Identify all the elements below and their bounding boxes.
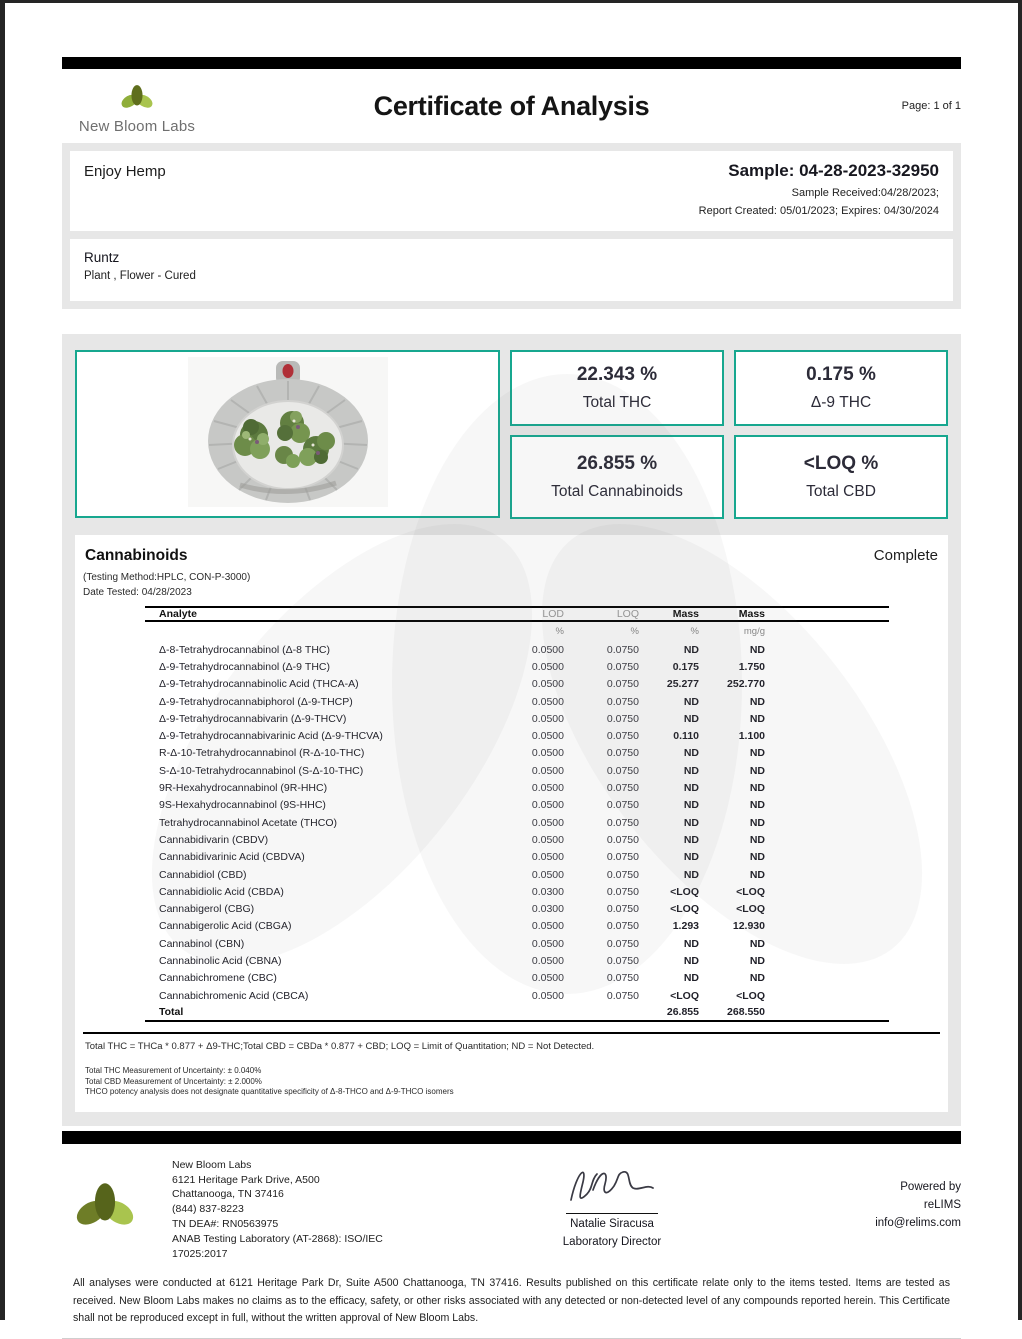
mass-mg-value: ND — [749, 816, 765, 829]
mass-percent-value: <LOQ — [670, 903, 699, 916]
analyte-name: Δ-9-Tetrahydrocannabiphorol (Δ-9-THCP) — [159, 695, 353, 708]
mass-mg-value: 1.750 — [738, 660, 765, 673]
unit-loq: % — [630, 626, 639, 637]
analyte-name: Cannabinol (CBN) — [159, 937, 245, 950]
unit-mass-mg: mg/g — [743, 626, 765, 637]
sample-photo-frame — [75, 350, 500, 518]
table-row — [145, 918, 889, 935]
report-header — [62, 69, 961, 143]
cannabinoids-title: Cannabinoids — [85, 547, 188, 564]
lab-brand-name: New Bloom Labs — [78, 118, 196, 135]
table-row — [145, 762, 889, 779]
status-complete: Complete — [873, 547, 938, 564]
analyte-name: Cannabidivarin (CBDV) — [159, 833, 269, 846]
signer-name: Natalie Siracusa — [570, 1217, 654, 1230]
loq-value: 0.0750 — [606, 764, 639, 777]
mass-percent-value: ND — [683, 851, 699, 864]
mass-mg-value: ND — [749, 972, 765, 985]
loq-value: 0.0750 — [606, 972, 639, 985]
lod-value: 0.0300 — [531, 903, 564, 916]
lod-value: 0.0500 — [531, 989, 564, 1002]
total-cbd-label: Total CBD — [806, 483, 876, 500]
mass-percent-value: ND — [683, 712, 699, 725]
analyte-name: Cannabinolic Acid (CBNA) — [159, 954, 282, 967]
mass-percent-value: 0.110 — [673, 730, 699, 743]
table-header-row — [145, 606, 889, 622]
lod-value: 0.0500 — [531, 747, 564, 760]
analyte-name: Cannabigerolic Acid (CBGA) — [159, 920, 292, 933]
date-tested: Date Tested: 04/28/2023 — [83, 587, 192, 598]
total-cannabinoids-box — [510, 435, 724, 519]
table-row — [145, 693, 889, 710]
lod-value: 0.0500 — [531, 660, 564, 673]
loq-value: 0.0750 — [606, 730, 639, 743]
col-mass-mg: Mass — [738, 608, 765, 620]
lod-value: 0.0500 — [531, 643, 564, 656]
product-card — [70, 239, 953, 301]
mass-mg-value: ND — [749, 937, 765, 950]
analyte-name: Cannabidivarinic Acid (CBDVA) — [159, 851, 305, 864]
col-lod: LOD — [542, 608, 564, 620]
analyte-name: Cannabichromenic Acid (CBCA) — [159, 989, 309, 1002]
signer-title: Laboratory Director — [562, 1235, 662, 1248]
analyte-name: Tetrahydrocannabinol Acetate (THCO) — [159, 816, 338, 829]
delta9-thc-box — [734, 350, 948, 426]
lab-line: 6121 Heritage Park Drive, A500 — [172, 1173, 320, 1186]
analyte-name: R-Δ-10-Tetrahydrocannabinol (R-Δ-10-THC) — [159, 747, 365, 760]
client-card — [70, 151, 953, 231]
table-row — [145, 900, 889, 917]
analyte-name: Cannabigerol (CBG) — [159, 903, 255, 916]
loq-value: 0.0750 — [606, 782, 639, 795]
table-row — [145, 658, 889, 675]
lod-value: 0.0500 — [531, 799, 564, 812]
loq-value: 0.0750 — [606, 712, 639, 725]
lod-value: 0.0500 — [531, 937, 564, 950]
table-row — [145, 710, 889, 727]
analyte-name: Δ-9-Tetrahydrocannabivarin (Δ-9-THCV) — [159, 712, 347, 725]
mass-percent-value: ND — [683, 799, 699, 812]
loq-value: 0.0750 — [606, 885, 639, 898]
analyte-name: Δ-8-Tetrahydrocannabinol (Δ-8 THC) — [159, 643, 331, 656]
sample-info — [699, 161, 939, 217]
table-row — [145, 797, 889, 814]
loq-value: 0.0750 — [606, 920, 639, 933]
loq-value: 0.0750 — [606, 851, 639, 864]
table-row — [145, 970, 889, 987]
loq-value: 0.0750 — [606, 833, 639, 846]
lod-value: 0.0500 — [531, 730, 564, 743]
lod-value: 0.0500 — [531, 816, 564, 829]
loq-value: 0.0750 — [606, 989, 639, 1002]
mass-mg-value: ND — [749, 695, 765, 708]
lod-value: 0.0500 — [531, 972, 564, 985]
mass-percent-value: ND — [683, 695, 699, 708]
unit-lod: % — [555, 626, 564, 637]
table-total-row — [145, 1004, 889, 1022]
mass-mg-value: 252.770 — [727, 678, 765, 691]
analyte-name: Cannabichromene (CBC) — [159, 972, 277, 985]
loq-value: 0.0750 — [606, 903, 639, 916]
cannabinoids-card — [75, 535, 948, 1112]
mass-mg-value: ND — [749, 782, 765, 795]
mass-mg-value: 1.100 — [738, 730, 765, 743]
mass-percent-value: ND — [683, 764, 699, 777]
mass-mg-value: ND — [749, 764, 765, 777]
footnote-separator — [83, 1032, 940, 1034]
cannabinoids-table — [145, 606, 889, 1022]
total-cbd-box — [734, 435, 948, 519]
mass-percent-value: ND — [683, 747, 699, 760]
footer-divider-bar — [62, 1131, 961, 1144]
mass-mg-value: <LOQ — [736, 903, 765, 916]
mass-mg-value: ND — [749, 643, 765, 656]
sample-photo — [188, 357, 388, 512]
table-units-row — [145, 622, 889, 641]
analyte-name: Δ-9-Tetrahydrocannabivarinic Acid (Δ-9-THCVA) — [159, 730, 383, 743]
mass-percent-value: ND — [683, 782, 699, 795]
table-row — [145, 831, 889, 848]
sample-received: Sample Received:04/28/2023; — [791, 187, 939, 199]
client-name: Enjoy Hemp — [84, 163, 166, 180]
total-thc-value: 22.343 % — [576, 364, 658, 385]
table-row — [145, 987, 889, 1004]
total-cannabinoids-label: Total Cannabinoids — [551, 483, 683, 500]
delta9-thc-value: 0.175 % — [806, 364, 876, 385]
mass-percent-value: ND — [683, 816, 699, 829]
relims-email: info@relims.com — [875, 1216, 961, 1229]
mass-percent-value: ND — [683, 937, 699, 950]
loq-value: 0.0750 — [606, 816, 639, 829]
note-thc-uncertainty: Total THC Measurement of Uncertainty: ± 0.040% — [85, 1066, 262, 1076]
results-section — [62, 334, 961, 1126]
loq-value: 0.0750 — [606, 747, 639, 760]
table-row — [145, 883, 889, 900]
lab-line: TN DEA#: RN0563975 — [172, 1217, 279, 1230]
table-row — [145, 935, 889, 952]
lod-value: 0.0500 — [531, 695, 564, 708]
mass-percent-value: 0.175 — [672, 660, 699, 673]
loq-value: 0.0750 — [606, 660, 639, 673]
loq-value: 0.0750 — [606, 678, 639, 691]
col-loq: LOQ — [616, 608, 639, 620]
total-cbd-value: <LOQ % — [803, 453, 879, 474]
col-mass-pct: Mass — [672, 608, 699, 620]
mass-mg-value: ND — [749, 868, 765, 881]
table-row — [145, 727, 889, 744]
mass-percent-value: ND — [683, 954, 699, 967]
analyte-name: Δ-9-Tetrahydrocannabinolic Acid (THCA-A) — [159, 678, 359, 691]
loq-value: 0.0750 — [606, 695, 639, 708]
loq-value: 0.0750 — [606, 954, 639, 967]
document-title: Certificate of Analysis — [373, 90, 650, 121]
table-row — [145, 814, 889, 831]
analyte-name: Cannabidiol (CBD) — [159, 868, 247, 881]
lab-line: 17025:2017 — [172, 1247, 228, 1260]
total-thc-box — [510, 350, 724, 426]
table-row — [145, 641, 889, 658]
report-dates: Report Created: 05/01/2023; Expires: 04/30/2024 — [698, 205, 939, 217]
product-name: Runtz — [84, 250, 120, 265]
cannabinoid-rows — [145, 641, 889, 1004]
signature-image — [557, 1193, 667, 1210]
table-row — [145, 676, 889, 693]
loq-value: 0.0750 — [606, 643, 639, 656]
mass-percent-value: ND — [683, 972, 699, 985]
mass-mg-value: <LOQ — [736, 989, 765, 1002]
lod-value: 0.0500 — [531, 782, 564, 795]
mass-percent-value: <LOQ — [670, 989, 699, 1002]
powered-by-label: Powered by — [900, 1180, 961, 1193]
signature-block — [472, 1154, 752, 1262]
col-analyte: Analyte — [159, 608, 197, 620]
lab-line: Chattanooga, TN 37416 — [172, 1188, 284, 1201]
table-row — [145, 745, 889, 762]
loq-value: 0.0750 — [606, 868, 639, 881]
client-section — [62, 143, 961, 309]
mass-mg-value: ND — [749, 954, 765, 967]
summary-boxes — [510, 350, 948, 519]
lab-address-block — [172, 1154, 472, 1262]
delta9-thc-label: Δ-9 THC — [810, 394, 872, 411]
mass-mg-value: ND — [749, 851, 765, 864]
mass-percent-value: 1.293 — [672, 920, 699, 933]
sample-id: Sample: 04-28-2023-32950 — [728, 161, 939, 180]
loq-value: 0.0750 — [606, 799, 639, 812]
lod-value: 0.0500 — [531, 833, 564, 846]
unit-mass-pct: % — [690, 626, 699, 637]
mass-percent-value: <LOQ — [670, 885, 699, 898]
mass-mg-value: <LOQ — [736, 885, 765, 898]
powered-by-block — [752, 1154, 961, 1262]
analyte-name: Cannabidiolic Acid (CBDA) — [159, 885, 284, 898]
legal-disclaimer: All analyses were conducted at 6121 Heritage Park Dr, Suite A500 Chattanooga, TN 37416. Results published on this certificate relate only to the items tested. Items are tested as received. New Bloom Labs makes no claims as to the efficacy, safety, or other risks associated with any detected or non-detected level of any compounds reported herein. This Certificate shall not be reproduced except in full, without the written approval of New Bloom Labs. — [73, 1277, 950, 1325]
table-row — [145, 849, 889, 866]
analyte-name: 9S-Hexahydrocannabinol (9S-HHC) — [159, 799, 326, 812]
lod-value: 0.0500 — [531, 712, 564, 725]
bloom-logo-icon-large — [74, 1179, 136, 1236]
analyte-name: 9R-Hexahydrocannabinol (9R-HHC) — [159, 782, 328, 795]
mass-mg-value: 12.930 — [732, 920, 765, 933]
total-mass-mg: 268.550 — [727, 1006, 765, 1019]
lod-value: 0.0500 — [531, 678, 564, 691]
lab-line: (844) 837-8223 — [172, 1203, 244, 1216]
testing-method: (Testing Method:HPLC, CON-P-3000) — [83, 572, 251, 583]
report-footer — [62, 1144, 961, 1262]
page-number: Page: 1 of 1 — [901, 100, 961, 112]
mass-percent-value: ND — [683, 868, 699, 881]
lod-value: 0.0500 — [531, 868, 564, 881]
lod-value: 0.0500 — [531, 851, 564, 864]
table-row — [145, 779, 889, 796]
mass-percent-value: ND — [683, 643, 699, 656]
analyte-name: S-Δ-10-Tetrahydrocannabinol (S-Δ-10-THC) — [159, 764, 364, 777]
lab-line: ANAB Testing Laboratory (AT-2868): ISO/IEC — [172, 1232, 383, 1245]
product-type: Plant , Flower - Cured — [84, 270, 196, 282]
table-row — [145, 952, 889, 969]
lod-value: 0.0300 — [531, 885, 564, 898]
mass-mg-value: ND — [749, 712, 765, 725]
mass-mg-value: ND — [749, 747, 765, 760]
mass-percent-value: ND — [683, 833, 699, 846]
analyte-name: Δ-9-Tetrahydrocannabinol (Δ-9 THC) — [159, 660, 331, 673]
note-thco: THCO potency analysis does not designate quantitative specificity of Δ-8-THCO and Δ-9-THCO isomers — [85, 1087, 454, 1097]
total-thc-label: Total THC — [582, 394, 652, 411]
mass-percent-value: 25.277 — [666, 678, 699, 691]
lab-line: New Bloom Labs — [172, 1158, 252, 1171]
note-cbd-uncertainty: Total CBD Measurement of Uncertainty: ± 2.000% — [85, 1076, 262, 1086]
mass-mg-value: ND — [749, 833, 765, 846]
relims-label: reLIMS — [923, 1198, 961, 1211]
signature-line — [566, 1213, 658, 1214]
total-label: Total — [159, 1006, 184, 1019]
calculation-footnote: Total THC = THCa * 0.877 + Δ9-THC;Total CBD = CBDa * 0.877 + CBD; LOQ = Limit of Quantitation; ND = Not Detected. — [85, 1041, 595, 1053]
mass-mg-value: ND — [749, 799, 765, 812]
lod-value: 0.0500 — [531, 954, 564, 967]
table-row — [145, 866, 889, 883]
uncertainty-notes — [83, 1066, 940, 1098]
top-divider-bar — [62, 57, 961, 69]
total-mass-pct: 26.855 — [666, 1006, 699, 1019]
lod-value: 0.0500 — [531, 920, 564, 933]
loq-value: 0.0750 — [606, 937, 639, 950]
lod-value: 0.0500 — [531, 764, 564, 777]
total-cannabinoids-value: 26.855 % — [576, 453, 658, 474]
